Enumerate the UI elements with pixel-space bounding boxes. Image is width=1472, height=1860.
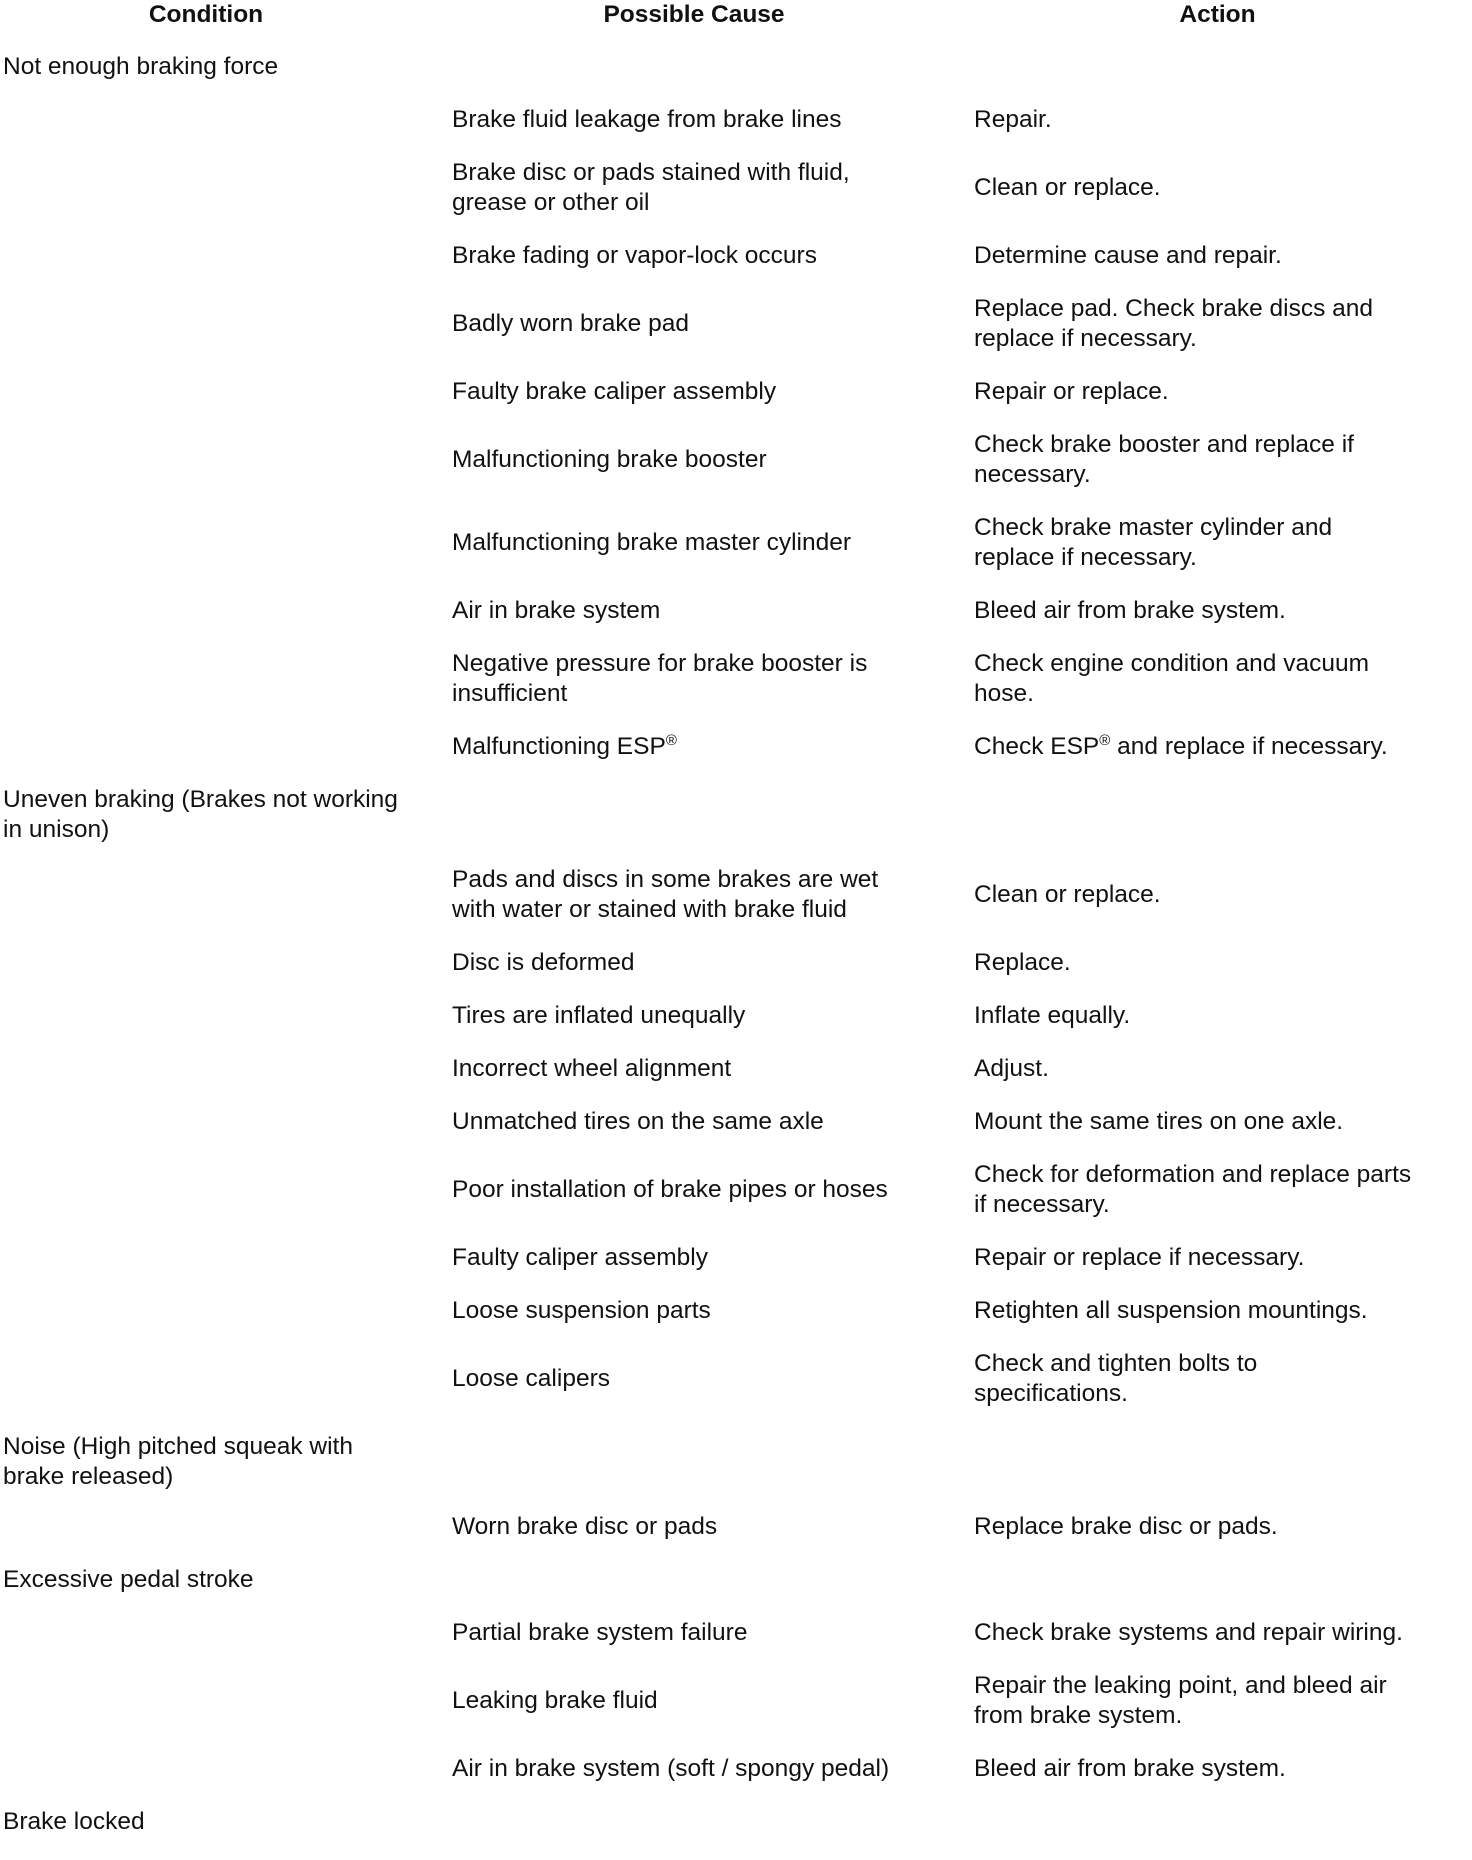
- cause-cell: Faulty caliper assembly: [452, 1244, 708, 1271]
- cause-cell: Brake fading or vapor-lock occurs: [452, 242, 817, 269]
- cause-cell: Air in brake system (soft / spongy pedal): [452, 1755, 890, 1782]
- table-row: [0, 732, 1472, 785]
- troubleshooting-table: [0, 52, 1472, 1860]
- action-cell: Clean or replace.: [974, 174, 1161, 201]
- cause-cell: Badly worn brake pad: [452, 310, 689, 337]
- table-row: [0, 1618, 1472, 1671]
- condition-label: Uneven braking (Brakes not working in unison): [3, 786, 398, 843]
- cause-text: Malfunctioning ESP: [452, 733, 666, 760]
- condition-row: [0, 785, 1472, 865]
- condition-row: [0, 1807, 1472, 1860]
- table-row: [0, 1671, 1472, 1754]
- action-cell: Retighten all suspension mountings.: [974, 1297, 1368, 1324]
- registered-mark: ®: [665, 732, 677, 749]
- action-cell: Determine cause and repair.: [974, 242, 1282, 269]
- registered-mark: ®: [1099, 732, 1111, 749]
- table-row: [0, 430, 1472, 513]
- cause-cell: Brake fluid leakage from brake lines: [452, 106, 842, 133]
- cause-cell: Air in brake system: [452, 597, 661, 624]
- table-row: [0, 1349, 1472, 1432]
- action-cell: Check and tighten bolts to specifications.: [974, 1350, 1258, 1407]
- cause-cell: [452, 732, 922, 762]
- action-cell: Repair.: [974, 106, 1052, 133]
- cause-cell: Leaking brake fluid: [452, 1687, 658, 1714]
- action-cell: Clean or replace.: [974, 881, 1161, 908]
- table-row: [0, 241, 1472, 294]
- table-row: [0, 865, 1472, 948]
- condition-label: Noise (High pitched squeak with brake released): [3, 1433, 353, 1490]
- cause-cell: Worn brake disc or pads: [452, 1513, 718, 1540]
- action-text: Check ESP: [974, 733, 1100, 760]
- action-cell: Check engine condition and vacuum hose.: [974, 650, 1369, 707]
- cause-cell: Negative pressure for brake booster is insufficient: [452, 650, 868, 707]
- table-row: [0, 649, 1472, 732]
- action-cell: [974, 732, 1414, 762]
- header-action: Action: [1179, 1, 1256, 28]
- action-cell: Bleed air from brake system.: [974, 1755, 1286, 1782]
- action-cell: Check brake master cylinder and replace if necessary.: [974, 514, 1333, 571]
- cause-cell: Faulty brake caliper assembly: [452, 378, 777, 405]
- cause-cell: Disc is deformed: [452, 949, 635, 976]
- condition-label: Brake locked: [3, 1808, 145, 1835]
- action-cell: Adjust.: [974, 1055, 1049, 1082]
- cause-cell: Poor installation of brake pipes or hoses: [452, 1176, 888, 1203]
- table-row: [0, 377, 1472, 430]
- cause-cell: Loose calipers: [452, 1365, 610, 1392]
- table-row: [0, 1243, 1472, 1296]
- action-cell: Replace brake disc or pads.: [974, 1513, 1278, 1540]
- table-row: [0, 1001, 1472, 1054]
- cause-cell: Pads and discs in some brakes are wet with water or stained with brake fluid: [452, 866, 879, 923]
- cause-cell: Malfunctioning brake master cylinder: [452, 529, 851, 556]
- table-row: [0, 294, 1472, 377]
- action-cell: Check brake systems and repair wiring.: [974, 1619, 1403, 1646]
- table-row: [0, 1296, 1472, 1349]
- action-text-tail: and replace if necessary.: [1110, 733, 1388, 760]
- action-cell: Mount the same tires on one axle.: [974, 1108, 1344, 1135]
- cause-cell: Malfunctioning brake booster: [452, 446, 767, 473]
- action-cell: Repair or replace.: [974, 378, 1169, 405]
- table-row: [0, 1054, 1472, 1107]
- action-cell: Repair or replace if necessary.: [974, 1244, 1305, 1271]
- header-possible-cause: Possible Cause: [603, 1, 785, 28]
- action-cell: Replace pad. Check brake discs and replace if necessary.: [974, 295, 1374, 352]
- action-cell: Repair the leaking point, and bleed air from brake system.: [974, 1672, 1387, 1729]
- cause-cell: Unmatched tires on the same axle: [452, 1108, 824, 1135]
- table-row: [0, 513, 1472, 596]
- cause-cell: Tires are inflated unequally: [452, 1002, 746, 1029]
- condition-row: [0, 1432, 1472, 1512]
- condition-label: Not enough braking force: [3, 53, 279, 80]
- table-row: [0, 1107, 1472, 1160]
- table-header: [0, 0, 1472, 34]
- condition-row: [0, 52, 1472, 105]
- action-cell: Bleed air from brake system.: [974, 597, 1286, 624]
- table-row: [0, 1512, 1472, 1565]
- condition-label: Excessive pedal stroke: [3, 1566, 254, 1593]
- action-cell: Check for deformation and replace parts if necessary.: [974, 1161, 1412, 1218]
- table-row: [0, 948, 1472, 1001]
- condition-row: [0, 1565, 1472, 1618]
- table-row: [0, 1160, 1472, 1243]
- cause-cell: Loose suspension parts: [452, 1297, 711, 1324]
- cause-cell: Brake disc or pads stained with fluid, grease or other oil: [452, 159, 850, 216]
- header-condition: Condition: [148, 1, 264, 28]
- table-row: [0, 158, 1472, 241]
- cause-cell: Partial brake system failure: [452, 1619, 748, 1646]
- cause-cell: Incorrect wheel alignment: [452, 1055, 732, 1082]
- action-cell: Inflate equally.: [974, 1002, 1131, 1029]
- table-row: [0, 1754, 1472, 1807]
- action-cell: Check brake booster and replace if necessary.: [974, 431, 1354, 488]
- table-row: [0, 105, 1472, 158]
- action-cell: Replace.: [974, 949, 1071, 976]
- table-row: [0, 596, 1472, 649]
